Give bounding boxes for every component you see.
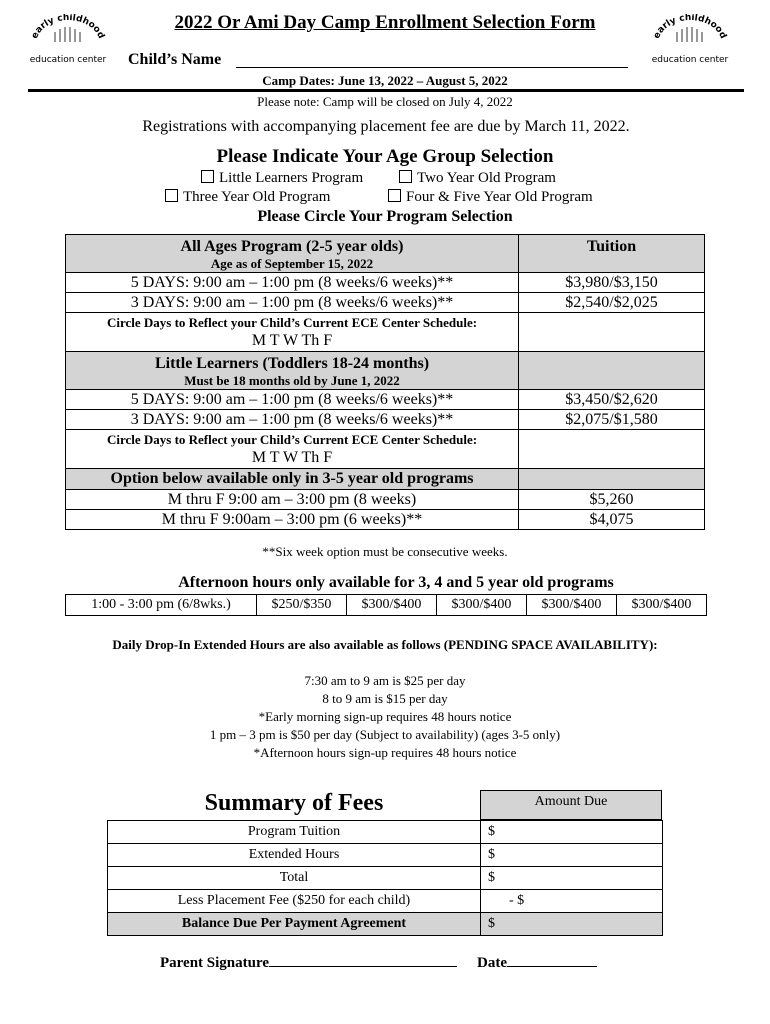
child-name-field[interactable] [236, 67, 628, 68]
option-3-5-title: Option below available only in 3-5 year old programs [66, 469, 519, 490]
afternoon-price[interactable]: $250/$350 [257, 595, 347, 616]
drop-in-line: 8 to 9 am is $15 per day [322, 691, 448, 706]
svg-text:early childhood: early childhood [652, 14, 728, 41]
drop-in-line: 7:30 am to 9 am is $25 per day [304, 673, 466, 688]
table-row [108, 867, 663, 890]
program-heading: Please Circle Your Program Selection [257, 208, 513, 225]
fee-amount[interactable]: $ [481, 821, 663, 844]
afternoon-price[interactable]: $300/$400 [437, 595, 527, 616]
table-row[interactable] [66, 595, 707, 616]
tuition-header: Tuition [519, 235, 705, 273]
date-field[interactable] [507, 966, 597, 967]
six-week-note: **Six week option must be consecutive weeks. [262, 544, 508, 559]
amount-due-header: Amount Due [480, 790, 662, 820]
checkbox[interactable] [201, 170, 214, 183]
afternoon-time[interactable]: 1:00 - 3:00 pm (6/8wks.) [66, 595, 257, 616]
tuition-value: $2,540/$2,025 [519, 293, 705, 313]
parent-signature-field[interactable] [269, 966, 457, 967]
svg-text:education center: education center [651, 55, 729, 65]
circle-days-label: Circle Days to Reflect your Child’s Current ECE Center Schedule: [106, 315, 478, 330]
program-option[interactable]: 3 DAYS: 9:00 am – 1:00 pm (8 weeks/6 weeks)** [66, 410, 519, 430]
afternoon-table [65, 594, 707, 616]
all-ages-subtitle: Age as of September 15, 2022 [210, 256, 374, 271]
empty-cell [519, 352, 705, 390]
drop-in-line: 1 pm – 3 pm is $50 per day (Subject to availability) (ages 3-5 only) [209, 727, 561, 742]
little-learners-subtitle: Must be 18 months old by June 1, 2022 [184, 373, 400, 388]
section-header-row [66, 469, 705, 490]
empty-cell [519, 313, 705, 352]
tuition-value: $4,075 [519, 510, 705, 530]
day-options[interactable]: M T W Th F [251, 449, 333, 466]
fee-amount[interactable]: $ [481, 867, 663, 890]
closure-note: Please note: Camp will be closed on July 4, 2022 [257, 94, 513, 109]
program-option[interactable]: 5 DAYS: 9:00 am – 1:00 pm (8 weeks/6 weeks)** [66, 273, 519, 293]
page-title: 2022 Or Ami Day Camp Enrollment Selection Form [174, 12, 596, 33]
all-ages-header [66, 235, 519, 273]
table-row[interactable] [66, 390, 705, 410]
registration-note: Registrations with accompanying placement fee are due by March 11, 2022. [142, 118, 630, 135]
table-row[interactable] [66, 293, 705, 313]
program-option[interactable]: 3 DAYS: 9:00 am – 1:00 pm (8 weeks/6 weeks)** [66, 293, 519, 313]
summary-title: Summary of Fees [204, 790, 384, 816]
header-divider [28, 89, 744, 92]
age-group-heading: Please Indicate Your Age Group Selection [216, 146, 554, 167]
option-label: Three Year Old Program [183, 189, 331, 205]
svg-text:early childhood: early childhood [30, 14, 106, 41]
signature-line [160, 955, 597, 972]
table-row [108, 913, 663, 936]
fee-amount[interactable]: - $ [481, 890, 663, 913]
svg-text:education center: education center [29, 55, 107, 65]
tuition-value: $5,260 [519, 490, 705, 510]
table-header-row [66, 235, 705, 273]
tuition-value: $3,450/$2,620 [519, 390, 705, 410]
all-ages-title: All Ages Program (2-5 year olds) [180, 238, 404, 255]
program-option[interactable]: 5 DAYS: 9:00 am – 1:00 pm (8 weeks/6 weeks)** [66, 390, 519, 410]
fee-label: Extended Hours [108, 844, 481, 867]
age-option-four-five-year[interactable] [388, 189, 593, 206]
program-option[interactable]: M thru F 9:00 am – 3:00 pm (8 weeks) [66, 490, 519, 510]
table-row[interactable] [66, 410, 705, 430]
circle-days-cell [66, 313, 519, 352]
little-learners-title: Little Learners (Toddlers 18-24 months) [154, 355, 430, 372]
afternoon-price[interactable]: $300/$400 [347, 595, 437, 616]
table-row [108, 821, 663, 844]
table-row[interactable] [66, 273, 705, 293]
age-option-little-learners[interactable] [201, 170, 363, 187]
age-option-three-year[interactable] [165, 189, 330, 206]
tuition-value: $3,980/$3,150 [519, 273, 705, 293]
parent-signature-label: Parent Signature [160, 955, 270, 971]
section-header-row [66, 352, 705, 390]
table-row [108, 844, 663, 867]
checkbox[interactable] [399, 170, 412, 183]
fee-amount[interactable]: $ [481, 913, 663, 936]
option-label: Four & Five Year Old Program [406, 189, 593, 205]
drop-in-heading: Daily Drop-In Extended Hours are also available as follows (PENDING SPACE AVAILABILITY): [112, 637, 658, 652]
empty-cell [519, 430, 705, 469]
empty-cell [519, 469, 705, 490]
table-row [66, 313, 705, 352]
child-name-label: Child’s Name [128, 51, 222, 68]
drop-in-line: *Afternoon hours sign-up requires 48 hours notice [253, 745, 517, 760]
program-option[interactable]: M thru F 9:00am – 3:00 pm (6 weeks)** [66, 510, 519, 530]
drop-in-line: *Early morning sign-up requires 48 hours notice [258, 709, 512, 724]
age-option-two-year[interactable] [399, 170, 556, 187]
table-row[interactable] [66, 510, 705, 530]
checkbox[interactable] [388, 189, 401, 202]
table-row[interactable] [66, 490, 705, 510]
date-label: Date [477, 955, 508, 971]
afternoon-heading: Afternoon hours only available for 3, 4 and 5 year old programs [178, 574, 614, 591]
fee-label: Balance Due Per Payment Agreement [108, 913, 481, 936]
fee-label: Program Tuition [108, 821, 481, 844]
tuition-value: $2,075/$1,580 [519, 410, 705, 430]
camp-dates: Camp Dates: June 13, 2022 – August 5, 2022 [262, 73, 508, 88]
day-options[interactable]: M T W Th F [251, 332, 333, 349]
little-learners-header [66, 352, 519, 390]
program-table [65, 234, 705, 530]
circle-days-cell [66, 430, 519, 469]
table-row [108, 890, 663, 913]
afternoon-price[interactable]: $300/$400 [527, 595, 617, 616]
checkbox[interactable] [165, 189, 178, 202]
circle-days-label: Circle Days to Reflect your Child’s Current ECE Center Schedule: [106, 432, 478, 447]
table-row [66, 430, 705, 469]
fee-label: Less Placement Fee ($250 for each child) [108, 890, 481, 913]
fee-amount[interactable]: $ [481, 844, 663, 867]
fees-table [107, 820, 663, 936]
afternoon-price[interactable]: $300/$400 [617, 595, 707, 616]
option-label: Little Learners Program [219, 170, 364, 186]
option-label: Two Year Old Program [417, 170, 556, 186]
fee-label: Total [108, 867, 481, 890]
